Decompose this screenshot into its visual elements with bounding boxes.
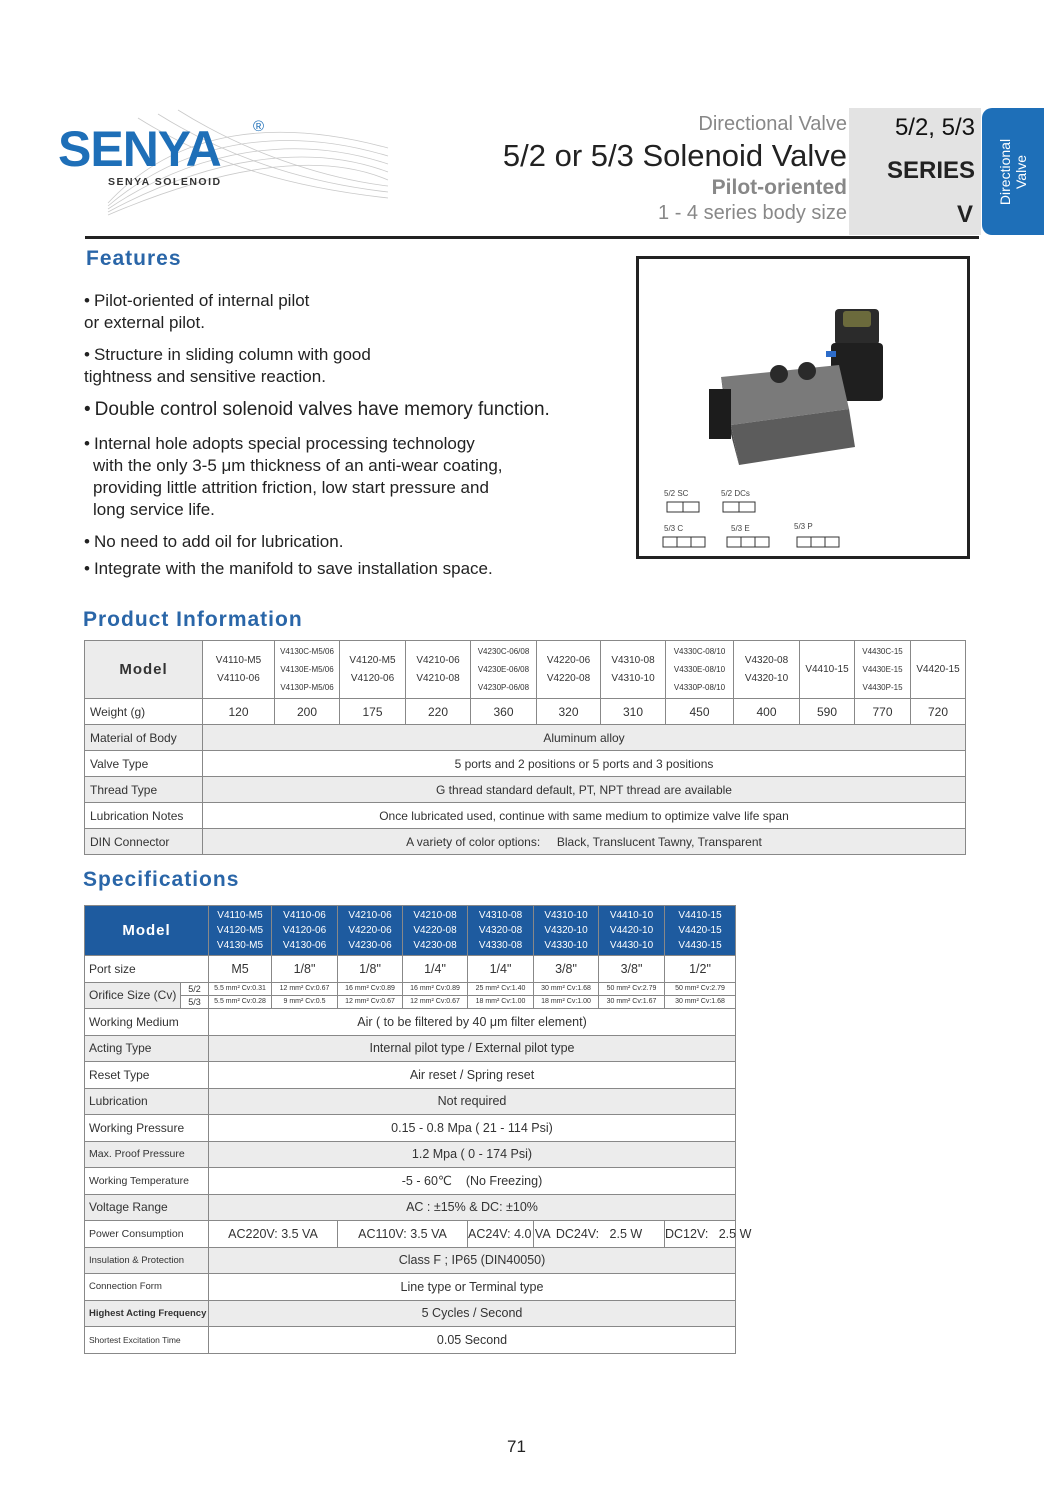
- symbol-box: [811, 537, 825, 547]
- model-cell: [468, 906, 534, 956]
- table-row: [85, 829, 966, 855]
- model-name: V4410-10: [609, 910, 654, 921]
- specifications-title: Specifications: [83, 868, 240, 891]
- table-row: [85, 777, 966, 803]
- model-name: V4230-06: [348, 940, 392, 951]
- feature-text: No need to add oil for lubrication.: [93, 532, 344, 552]
- table-row: [85, 699, 966, 725]
- feature-text: Structure in sliding column with good: [93, 345, 371, 365]
- model-name: V4230-08: [413, 940, 457, 951]
- model-name: V4130-M5: [216, 940, 264, 951]
- product-photo: [636, 256, 970, 559]
- orifice-cell: 50 mm² Cv:2.79: [599, 982, 665, 995]
- feature-text: providing little attrition friction, low start pressure and: [93, 478, 489, 498]
- orifice-cell: 30 mm² Cv:1.67: [599, 995, 665, 1008]
- orifice-cell: 30 mm² Cv:1.68: [665, 995, 736, 1008]
- symbol-label: 5/2 SC: [664, 489, 689, 498]
- connector-window: [843, 311, 871, 327]
- model-cell: [338, 906, 403, 956]
- model-cell: [272, 906, 338, 956]
- feature-text: or external pilot.: [84, 313, 205, 333]
- feature-item: [84, 558, 624, 580]
- table-row: [85, 1062, 736, 1089]
- series-letter: V: [956, 201, 973, 228]
- model-name: V4320-08: [744, 654, 789, 666]
- power-cell: AC220V: 3.5 VA: [209, 1221, 338, 1248]
- model-name: V4330-10: [544, 940, 588, 951]
- orifice-cell: 16 mm² Cv:0.89: [403, 982, 468, 995]
- orifice-cell: 5.5 mm² Cv:0.28: [209, 995, 272, 1008]
- table-row: [85, 906, 736, 956]
- valve-illustration: [639, 259, 967, 556]
- model-cell: [911, 641, 966, 699]
- port-cell: 1/8": [338, 956, 403, 983]
- header-subtitle: Pilot-oriented: [711, 176, 847, 199]
- feature-item: [84, 344, 624, 388]
- model-cell: [534, 906, 599, 956]
- model-cell: [471, 641, 537, 699]
- model-cell: [203, 641, 275, 699]
- feature-text: Pilot-oriented of internal pilot: [93, 291, 310, 310]
- model-name: V4410-15: [678, 910, 722, 921]
- row-value: Not required: [209, 1088, 736, 1115]
- row-value: A variety of color options: Black, Translucent Tawny, Transparent: [203, 829, 966, 855]
- port-cell: 3/8": [599, 956, 665, 983]
- symbol-label: 5/3 E: [731, 524, 750, 533]
- manual-override: [826, 351, 836, 357]
- model-name: V4320-10: [544, 925, 588, 936]
- weight-cell: 770: [855, 699, 911, 725]
- row-value: 0.15 - 0.8 Mpa ( 21 - 114 Psi): [209, 1115, 736, 1142]
- model-name: V4130P-M5/06: [280, 682, 334, 692]
- feature-text: tightness and sensitive reaction.: [84, 367, 326, 387]
- row-label: Voltage Range: [85, 1194, 209, 1221]
- model-name: V4310-10: [544, 910, 588, 921]
- model-header: Model: [85, 906, 209, 956]
- feature-item: [84, 398, 624, 423]
- product-info-title: Product Information: [83, 608, 303, 631]
- model-name: V4430E-15: [862, 664, 903, 674]
- model-name: V4120-M5: [349, 654, 396, 666]
- bullet: •: [84, 532, 90, 552]
- model-cell: [406, 641, 471, 699]
- model-name: V4330C-08/10: [673, 646, 726, 656]
- model-cell: [800, 641, 855, 699]
- port-hole: [770, 365, 788, 383]
- model-name: V4230E-06/08: [477, 664, 530, 674]
- port-hole: [798, 362, 816, 380]
- model-name: V4410-15: [805, 663, 849, 675]
- model-name: V4230C-06/08: [477, 646, 530, 656]
- model-name: V4430C-15: [862, 646, 903, 656]
- side-tab-line1: Directional: [996, 138, 1013, 205]
- row-value: Air reset / Spring reset: [209, 1062, 736, 1089]
- symbol-box: [727, 537, 741, 547]
- model-name: V4130E-M5/06: [280, 664, 334, 674]
- row-label: Highest Acting Frequency: [85, 1300, 209, 1327]
- symbol-box: [677, 537, 691, 547]
- row-label: Thread Type: [85, 777, 203, 803]
- row-label: Acting Type: [85, 1035, 209, 1062]
- model-name: V4110-M5: [215, 654, 262, 666]
- symbol-label: 5/3 P: [794, 522, 813, 531]
- symbol-box: [663, 537, 677, 547]
- table-row: [85, 1194, 736, 1221]
- end-cap: [709, 389, 731, 439]
- table-row: [85, 1327, 736, 1354]
- weight-cell: 120: [203, 699, 275, 725]
- orifice-cell: 18 mm² Cv:1.00: [468, 995, 534, 1008]
- table-row: [85, 1247, 736, 1274]
- row-label: Weight (g): [85, 699, 203, 725]
- model-name: V4220-06: [546, 654, 591, 666]
- table-row: [85, 1168, 736, 1195]
- page-title: 5/2 or 5/3 Solenoid Valve: [502, 138, 847, 173]
- row-label: Port size: [85, 956, 209, 983]
- model-name: V4330-08: [478, 940, 523, 951]
- weight-cell: 360: [471, 699, 537, 725]
- symbol-box: [691, 537, 705, 547]
- model-cell: [665, 906, 736, 956]
- feature-text: Integrate with the manifold to save installation space.: [93, 558, 493, 578]
- series-ports: 5/2, 5/3: [894, 114, 975, 141]
- model-name: V4310-08: [478, 910, 523, 921]
- model-name: V4420-15: [916, 663, 960, 675]
- specifications-table: [84, 905, 752, 1354]
- table-row: [85, 1088, 736, 1115]
- symbol-box: [723, 502, 739, 512]
- header-category: Directional Valve: [698, 113, 847, 135]
- model-cell: [340, 641, 406, 699]
- port-cell: 1/4": [403, 956, 468, 983]
- weight-cell: 450: [666, 699, 734, 725]
- orifice-cell: 12 mm² Cv:0.67: [403, 995, 468, 1008]
- table-row: [85, 956, 736, 983]
- symbol-box: [741, 537, 755, 547]
- table-row: [85, 803, 966, 829]
- feature-text: Double control solenoid valves have memory function.: [94, 399, 550, 421]
- port-cell: 3/8": [534, 956, 599, 983]
- model-name: V4110-06: [283, 910, 326, 921]
- weight-cell: 720: [911, 699, 966, 725]
- table-row: [85, 1115, 736, 1142]
- brand-logo: [58, 118, 338, 208]
- bullet: •: [84, 434, 90, 454]
- brand-subtitle: SENYA SOLENOID: [108, 176, 222, 188]
- bullet: •: [84, 345, 90, 365]
- model-cell: [734, 641, 800, 699]
- model-name: V4320-10: [744, 672, 789, 684]
- weight-cell: 590: [800, 699, 855, 725]
- orifice-cell: 18 mm² Cv:1.00: [534, 995, 599, 1008]
- model-cell: [275, 641, 340, 699]
- row-value: G thread standard default, PT, NPT thread are available: [203, 777, 966, 803]
- series-label: SERIES: [886, 157, 975, 184]
- orifice-type-label: 5/2: [181, 982, 209, 995]
- model-name: V4310-08: [611, 654, 655, 666]
- port-cell: M5: [209, 956, 272, 983]
- row-value: 5 ports and 2 positions or 5 ports and 3 positions: [203, 751, 966, 777]
- model-name: V4430-10: [609, 940, 654, 951]
- row-label: Max. Proof Pressure: [85, 1141, 209, 1168]
- orifice-cell: 50 mm² Cv:2.79: [665, 982, 736, 995]
- table-row: [85, 725, 966, 751]
- side-tab-line2: Valve: [1013, 154, 1029, 189]
- model-name: V4320-08: [478, 925, 523, 936]
- row-label: Working Medium: [85, 1009, 209, 1036]
- model-name: V4430-15: [678, 940, 722, 951]
- model-name: V4120-06: [350, 672, 395, 684]
- symbol-box: [797, 537, 811, 547]
- side-tab: [982, 108, 1044, 235]
- row-label: Insulation & Protection: [85, 1247, 209, 1274]
- table-row: [85, 982, 736, 995]
- model-cell: [601, 641, 666, 699]
- model-name: V4310-10: [611, 672, 655, 684]
- header-titles: [503, 114, 847, 223]
- feature-item: [84, 290, 624, 334]
- weight-cell: 220: [406, 699, 471, 725]
- registered-mark: ®: [253, 118, 265, 135]
- header-body-size: 1 - 4 series body size: [658, 202, 847, 224]
- symbol-box: [739, 502, 755, 512]
- row-value: Air ( to be filtered by 40 μm filter element): [209, 1009, 736, 1036]
- model-name: V4220-08: [413, 925, 457, 936]
- port-cell: 1/2": [665, 956, 736, 983]
- weight-cell: 310: [601, 699, 666, 725]
- table-row: [85, 641, 966, 699]
- brand-name: SENYA: [58, 121, 221, 177]
- orifice-cell: 12 mm² Cv:0.67: [338, 995, 403, 1008]
- table-row: [85, 1141, 736, 1168]
- model-name: V4110-06: [217, 672, 260, 684]
- model-name: V4420-10: [609, 925, 654, 936]
- row-value: 1.2 Mpa ( 0 - 174 Psi): [209, 1141, 736, 1168]
- model-name: V4430P-15: [862, 682, 903, 692]
- table-row: [85, 1221, 736, 1248]
- feature-text: with the only 3-5 μm thickness of an anti-wear coating,: [93, 456, 503, 476]
- model-cell: [855, 641, 911, 699]
- product-info-table: [84, 640, 966, 855]
- model-header: Model: [85, 641, 203, 699]
- symbol-label: 5/2 DCs: [721, 489, 750, 498]
- bullet: •: [84, 558, 90, 578]
- table-row: [85, 751, 966, 777]
- model-name: V4210-06: [348, 910, 392, 921]
- model-name: V4210-08: [413, 910, 457, 921]
- row-value: -5 - 60℃ (No Freezing): [209, 1168, 736, 1195]
- orifice-cell: 25 mm² Cv:1.40: [468, 982, 534, 995]
- table-row: [85, 1274, 736, 1301]
- model-cell: [209, 906, 272, 956]
- feature-text: long service life.: [93, 500, 215, 520]
- model-name: V4120-06: [282, 925, 327, 936]
- table-row: [85, 995, 736, 1008]
- orifice-cell: 16 mm² Cv:0.89: [338, 982, 403, 995]
- power-cell: AC110V: 3.5 VA: [338, 1221, 468, 1248]
- orifice-type-label: 5/3: [181, 995, 209, 1008]
- row-label: Lubrication Notes: [85, 803, 203, 829]
- features-title: Features: [86, 247, 182, 270]
- orifice-cell: 12 mm² Cv:0.67: [272, 982, 338, 995]
- features-list: [84, 290, 624, 590]
- model-cell: [599, 906, 665, 956]
- model-name: V4110-M5: [217, 910, 263, 921]
- row-label: Power Consumption: [85, 1221, 209, 1248]
- symbol-box: [667, 502, 683, 512]
- row-label: Connection Form: [85, 1274, 209, 1301]
- table-row: [85, 1300, 736, 1327]
- port-cell: 1/8": [272, 956, 338, 983]
- symbol-box: [825, 537, 839, 547]
- row-value: Class F ; IP65 (DIN40050): [209, 1247, 736, 1274]
- model-name: V4330E-08/10: [673, 664, 726, 674]
- weight-cell: 175: [340, 699, 406, 725]
- model-cell: [537, 641, 601, 699]
- orifice-cell: 30 mm² Cv:1.68: [534, 982, 599, 995]
- model-name: V4210-08: [416, 672, 460, 684]
- feature-item: [84, 433, 624, 521]
- model-cell: [666, 641, 734, 699]
- table-row: [85, 1009, 736, 1036]
- row-value: Once lubricated used, continue with same medium to optimize valve life span: [203, 803, 966, 829]
- power-cell: DC24V: 2.5 W: [534, 1221, 665, 1248]
- row-label: Shortest Excitation Time: [85, 1327, 209, 1354]
- model-cell: [403, 906, 468, 956]
- model-name: V4130-06: [282, 940, 327, 951]
- series-box: [849, 108, 981, 235]
- row-label: Material of Body: [85, 725, 203, 751]
- row-label: Working Pressure: [85, 1115, 209, 1142]
- symbol-box: [755, 537, 769, 547]
- row-label: Working Temperature: [85, 1168, 209, 1195]
- orifice-cell: 9 mm² Cv:0.5: [272, 995, 338, 1008]
- power-cell: DC12V: 2.5 W: [665, 1221, 736, 1248]
- power-cell: AC24V: 4.0 VA: [468, 1221, 534, 1248]
- weight-cell: 320: [537, 699, 601, 725]
- row-value: Aluminum alloy: [203, 725, 966, 751]
- feature-text: Internal hole adopts special processing technology: [93, 434, 475, 454]
- model-name: V4130C-M5/06: [280, 646, 334, 656]
- row-label: Reset Type: [85, 1062, 209, 1089]
- symbol-box: [683, 502, 699, 512]
- symbol-label: 5/3 C: [664, 524, 684, 533]
- table-row: [85, 1035, 736, 1062]
- side-tab-text: [997, 138, 1029, 204]
- model-name: V4230P-06/08: [477, 682, 530, 692]
- model-name: V4210-06: [416, 654, 460, 666]
- model-name: V4220-08: [546, 672, 591, 684]
- page-number: 71: [507, 1437, 526, 1456]
- header-rule: [85, 236, 979, 239]
- row-value: 0.05 Second: [209, 1327, 736, 1354]
- model-name: V4420-15: [678, 925, 722, 936]
- row-label: Valve Type: [85, 751, 203, 777]
- model-name: V4330P-08/10: [673, 682, 726, 692]
- row-value: Internal pilot type / External pilot type: [209, 1035, 736, 1062]
- model-name: V4120-M5: [216, 925, 264, 936]
- bullet: •: [84, 291, 90, 310]
- row-value: 5 Cycles / Second: [209, 1300, 736, 1327]
- weight-cell: 200: [275, 699, 340, 725]
- row-value: Line type or Terminal type: [209, 1274, 736, 1301]
- model-name: V4220-06: [348, 925, 392, 936]
- row-label: Lubrication: [85, 1088, 209, 1115]
- row-label: Orifice Size (Cv): [85, 982, 181, 1009]
- bullet: •: [84, 399, 91, 421]
- feature-item: [84, 531, 624, 553]
- port-cell: 1/4": [468, 956, 534, 983]
- row-label: DIN Connector: [85, 829, 203, 855]
- orifice-cell: 5.5 mm² Cv:0.31: [209, 982, 272, 995]
- row-value: AC : ±15% & DC: ±10%: [209, 1194, 736, 1221]
- weight-cell: 400: [734, 699, 800, 725]
